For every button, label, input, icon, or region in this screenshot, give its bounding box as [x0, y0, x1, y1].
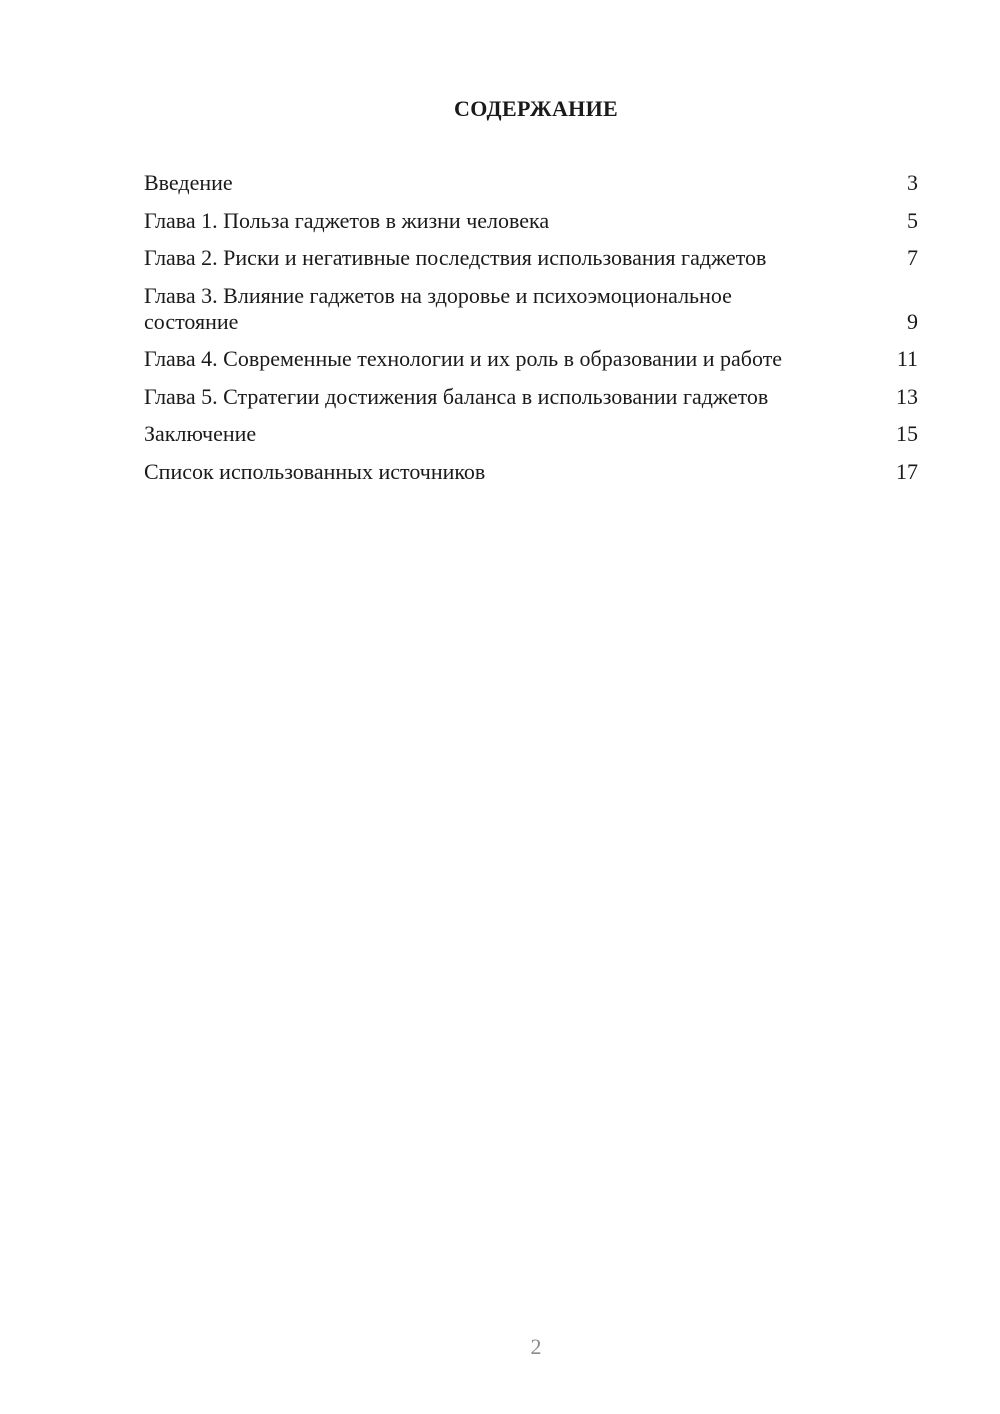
toc-entry-references[interactable] — [144, 459, 918, 485]
toc-entry-title: Глава 5. Стратегии достижения баланса в использовании гаджетов — [144, 383, 769, 409]
toc-entry-page: 3 — [907, 170, 918, 195]
toc-entry-title: Глава 3. Влияние гаджетов на здоровье и психоэмоциональное состояние — [144, 282, 732, 334]
toc-entry-title: Глава 2. Риски и негативные последствия использования гаджетов — [144, 245, 767, 270]
toc-entry-chapter-5[interactable] — [144, 384, 918, 410]
table-of-contents — [144, 170, 918, 496]
toc-entry-introduction[interactable] — [144, 170, 918, 196]
toc-entry-page: 11 — [896, 346, 918, 371]
toc-entry-chapter-2[interactable] — [144, 245, 918, 271]
toc-entry-conclusion[interactable] — [144, 421, 918, 447]
toc-entry-page: 7 — [907, 245, 918, 270]
toc-entry-chapter-4[interactable] — [144, 346, 918, 372]
toc-entry-title: Глава 1. Польза гаджетов в жизни человека — [144, 207, 550, 233]
toc-entry-page: 5 — [907, 207, 918, 233]
toc-entry-page: 17 — [896, 458, 918, 484]
toc-entry-title: Заключение — [144, 421, 257, 446]
page-title: СОДЕРЖАНИЕ — [454, 96, 618, 121]
toc-entry-chapter-1[interactable] — [144, 208, 918, 234]
toc-entry-chapter-3[interactable] — [144, 283, 918, 335]
toc-entry-page: 15 — [896, 421, 918, 446]
toc-entry-page: 13 — [896, 383, 918, 409]
toc-entry-title: Глава 4. Современные технологии и их роль в образовании и работе — [144, 346, 783, 371]
toc-entry-page: 9 — [907, 308, 918, 334]
toc-entry-title: Введение — [144, 170, 233, 195]
toc-entry-title: Список использованных источников — [144, 458, 486, 484]
page-number: 2 — [530, 1334, 542, 1359]
